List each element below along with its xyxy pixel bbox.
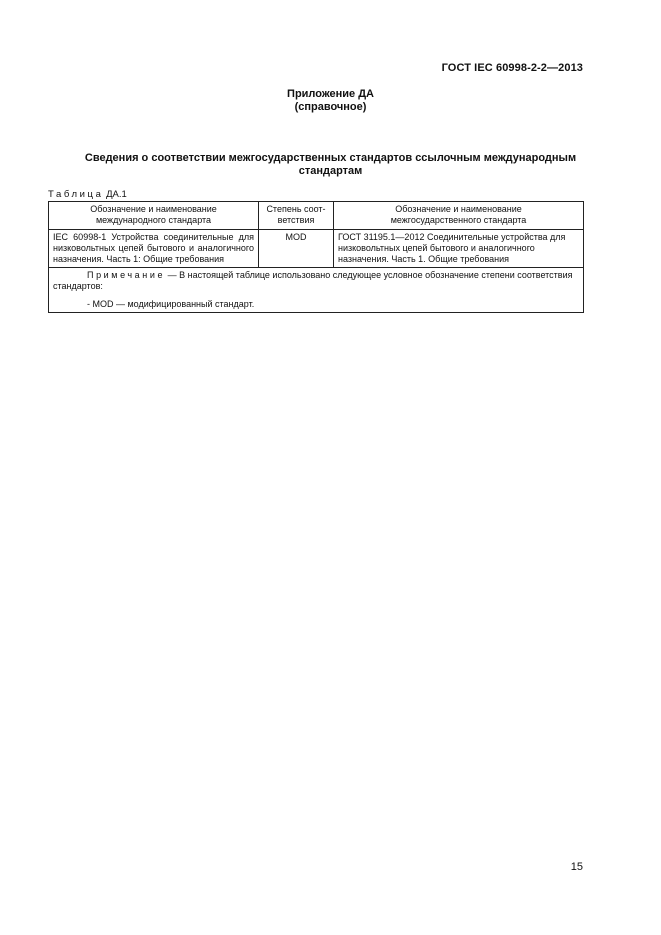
header-degree [259,202,334,230]
page-number: 15 [570,861,583,873]
document-code: ГОСТ IEC 60998-2-2—2013 [441,62,583,74]
section-heading-line1: Сведения о соответствии межгосударственных стандартов ссылочным международным [84,152,577,164]
table-row [49,230,584,268]
annex-subtitle: (справочное) [294,101,367,113]
header-line: Обозначение и наименование [395,204,522,214]
note-paragraph [53,270,579,292]
header-interstate-standard [334,202,584,230]
table-note [49,268,584,313]
cell-interstate-standard: ГОСТ 31195.1—2012 Соединительные устройства для низковольтных цепей бытового и аналогичного назначения. Часть 1. Общие требования [334,230,584,268]
note-text: — В настоящей таблице использовано следующее условное обозначение степени соответствия стандартов: [53,270,573,291]
section-heading [48,152,613,178]
section-heading-line2: стандартам [298,165,363,177]
header-line: межгосударственного стандарта [390,215,527,225]
table-header-row [49,202,584,230]
header-line: Обозначение и наименование [90,204,217,214]
table-caption-word: Таблица [48,189,104,200]
table-caption [48,189,127,200]
header-line: Степень соот- [266,204,326,214]
table-caption-number: ДА.1 [106,189,127,200]
cell-degree: MOD [259,230,334,268]
annex-title: Приложение ДА [287,88,374,100]
header-international-standard [49,202,259,230]
table-note-row [49,268,584,313]
note-list-item: - MOD — модифицированный стандарт. [87,299,255,309]
correspondence-table [48,201,584,313]
note-label: Примечание [87,270,166,280]
cell-international-standard: IEC 60998-1 Устройства соединительные для низковольтных цепей бытового и аналогичного назначения. Часть 1: Общие требования [49,230,259,268]
header-line: ветствия [277,215,315,225]
header-line: международного стандарта [95,215,212,225]
annex-heading [0,88,661,114]
